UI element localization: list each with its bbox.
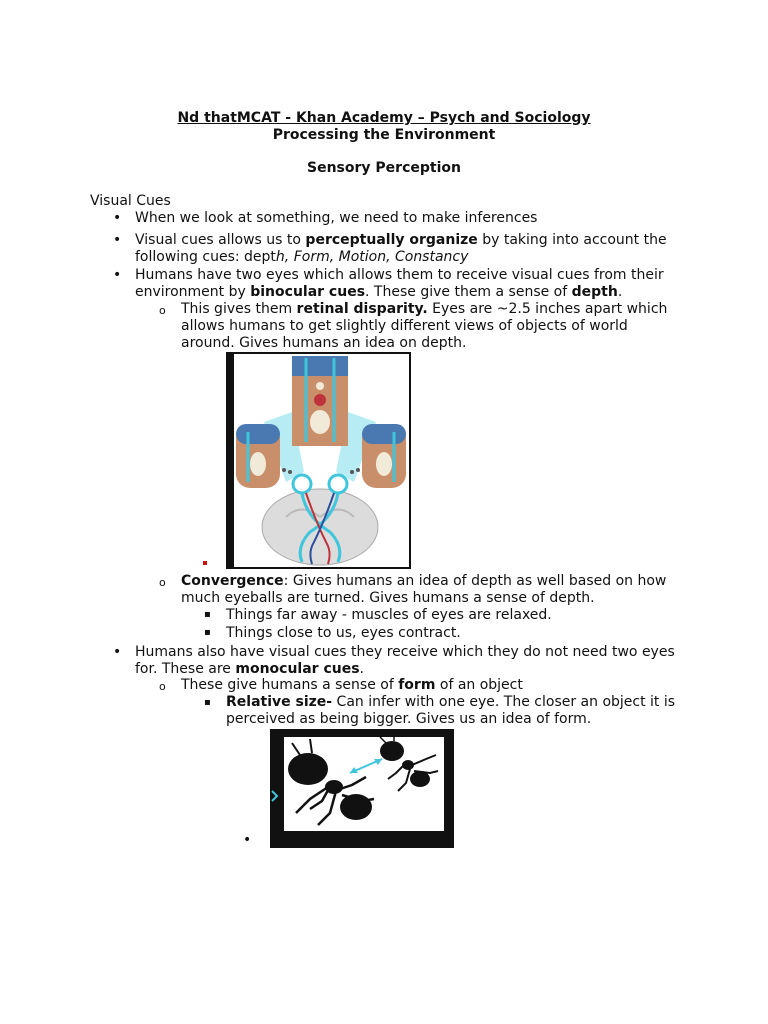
bullet-4-line-2 (135, 661, 364, 678)
bullet-disc: • (113, 232, 122, 248)
bullet-3-end: . (617, 284, 623, 300)
bullet-disc: • (243, 832, 252, 848)
sub-3a-line-2: perceived as being bigger. Gives us an idea of form. (226, 711, 592, 727)
doc-subtitle: Processing the Environment (272, 127, 496, 143)
section-heading: Sensory Perception (307, 160, 461, 176)
sub-2b-text: Things close to us, eyes contract. (226, 625, 461, 641)
red-bullet-marker (202, 560, 208, 566)
bullet-disc: • (113, 644, 122, 660)
retinal-disparity-term: retinal disparity. (296, 301, 428, 317)
bullet-2-line-1 (135, 232, 667, 249)
large-ant-head (288, 753, 328, 785)
left-eye-view-top (236, 424, 280, 444)
cue-list: , Form, Motion, Constancy (284, 249, 469, 265)
bullet-2-line2-pre: following cues: dept (135, 249, 276, 265)
bullet-3-pre: environment by (135, 284, 251, 300)
bullet-2-pre: Visual cues allows us to (135, 232, 306, 248)
sub-1-post: Eyes are ~2.5 inches apart which (427, 301, 668, 317)
binocular-vision-diagram (226, 352, 411, 569)
sub-2a-text: Things far away - muscles of eyes are relaxed. (226, 607, 552, 623)
object-body (310, 410, 330, 434)
dot-right (350, 470, 354, 474)
bullet-1-text: When we look at something, we need to make inferences (135, 210, 538, 226)
relative-size-term: Relative size- (226, 694, 333, 710)
binocular-cues-term: binocular cues (250, 284, 366, 300)
dot-right (356, 468, 360, 472)
sub-3-post: of an object (435, 677, 523, 693)
bullet-disc: • (113, 210, 122, 226)
bullet-3-line-1: Humans have two eyes which allows them to receive visual cues from their (135, 267, 664, 283)
bullet-4-line-1: Humans also have visual cues they receive which they do not need two eyes (135, 644, 675, 660)
sub-3a-post: Can infer with one eye. The closer an object it is (332, 694, 676, 710)
convergence-term: Convergence (181, 573, 284, 589)
bullet-2-line2-h: h (275, 249, 285, 265)
object-top (316, 382, 324, 390)
visual-cues-heading: Visual Cues (90, 193, 171, 209)
sub-1-line-3: around. Gives humans an idea on depth. (181, 335, 467, 351)
bullet-circle: o (159, 304, 166, 317)
bullet-2-post: by taking into account the (477, 232, 667, 248)
sub-3-line-1 (181, 677, 523, 694)
relative-size-ants-image (270, 729, 454, 848)
right-eyeball (329, 475, 347, 493)
bullet-4-pre: for. These are (135, 661, 236, 677)
bullet-circle: o (159, 680, 166, 693)
left-eyeball (293, 475, 311, 493)
monocular-cues-term: monocular cues (235, 661, 360, 677)
small-ant-head (380, 741, 404, 761)
bullet-square: ▪ (204, 627, 211, 638)
doc-title: Nd thatMCAT - Khan Academy – Psych and Sociology (177, 110, 591, 126)
right-eye-view-top (362, 424, 406, 444)
bullet-2-line-2 (135, 249, 468, 266)
depth-term: depth (571, 284, 618, 300)
sub-2-post: : Gives humans an idea of depth as well based on how (283, 573, 667, 589)
sub-1-line-1 (181, 301, 667, 318)
sub-2-line-2: much eyeballs are turned. Gives humans a sense of depth. (181, 590, 595, 606)
sub-2-line-1 (181, 573, 666, 590)
sub-3-pre: These give humans a sense of (181, 677, 399, 693)
bullet-square: ▪ (204, 609, 211, 620)
left-eye-object (250, 452, 266, 476)
dot-left (288, 470, 292, 474)
dot-left (282, 468, 286, 472)
form-term: form (398, 677, 436, 693)
bullet-4-end: . (359, 661, 364, 677)
bullet-circle: o (159, 576, 166, 589)
sub-1-line-2: allows humans to get slightly different views of objects of world (181, 318, 628, 334)
bullet-3-line-2 (135, 284, 622, 301)
red-bullet-square (203, 561, 207, 565)
object-panel-top (292, 356, 348, 376)
object-head (314, 394, 326, 406)
right-eye-object (376, 452, 392, 476)
bullet-disc: • (113, 267, 122, 283)
bullet-3-mid: . These give them a sense of (365, 284, 572, 300)
sub-1-pre: This gives them (181, 301, 297, 317)
bullet-square: ▪ (204, 697, 211, 708)
sub-3a-line-1 (226, 694, 675, 711)
perceptually-organize-term: perceptually organize (305, 232, 478, 248)
